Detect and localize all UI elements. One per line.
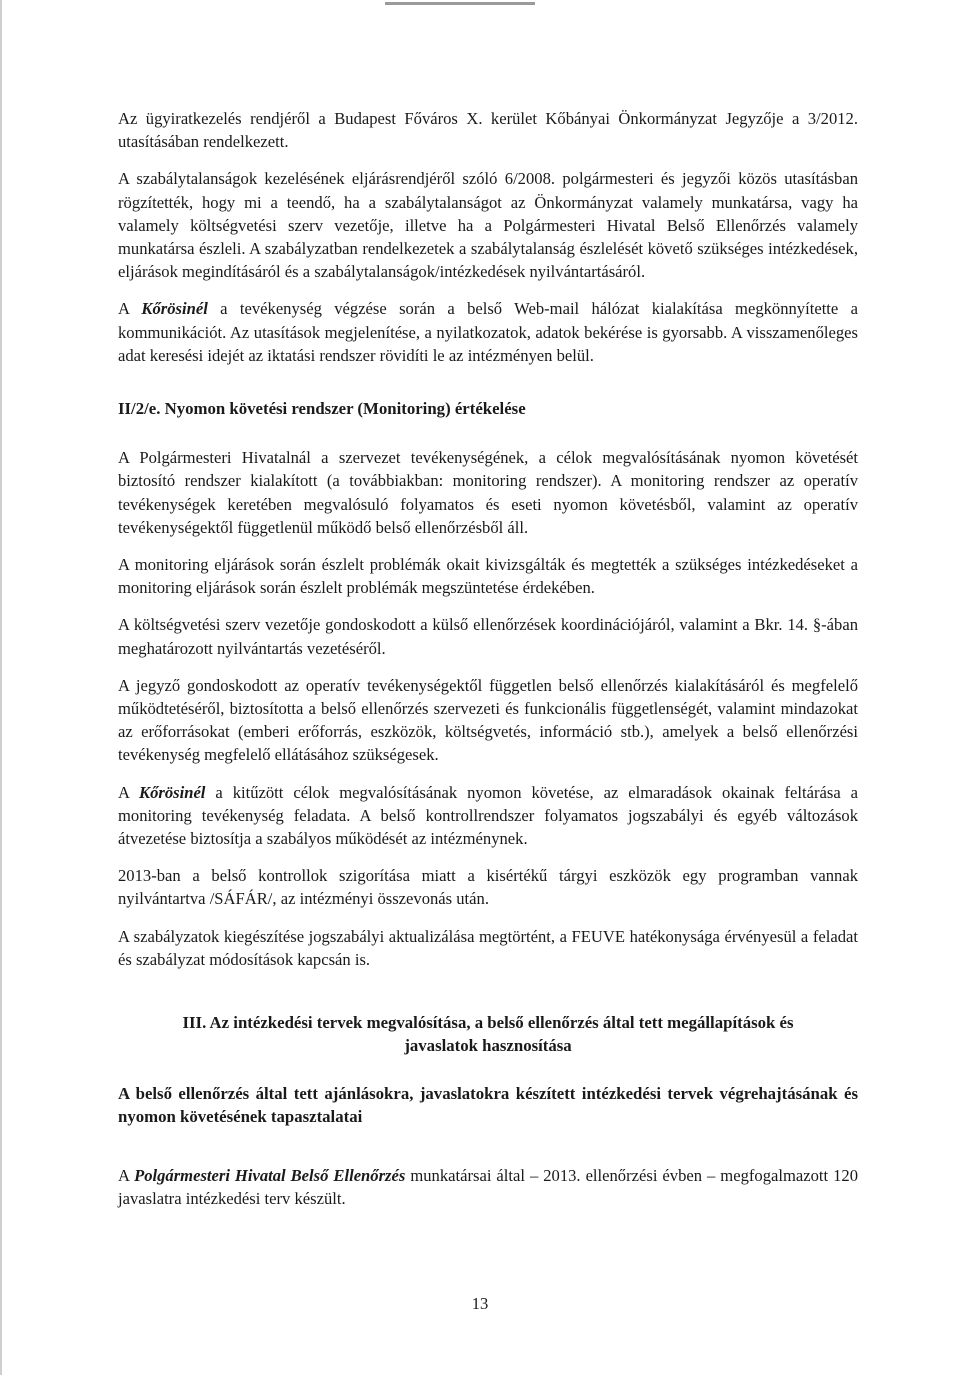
- paragraph-text: A: [118, 782, 130, 802]
- paragraph-korosi-goals: [118, 781, 858, 851]
- document-page: [118, 107, 858, 1224]
- paragraph-regulations-update: A szabályzatok kiegészítése jogszabályi aktualizálása megtörtént, a FEUVE hatékonysága érvényesül a feladat és szabályzat módosítások kapcsán is.: [118, 926, 858, 969]
- paragraph-text: a kitűzött célok megvalósításának nyomon követése, az elmaradások okainak feltárása a monitoring tevékenység feladata. A belső kontrollrendszer folyamatos jogszabályi és egyéb változások átvezetése biztosítja a szabályos működését az intézménynek.: [118, 782, 859, 849]
- section-title-line: javaslatok hasznosítása: [404, 1036, 572, 1056]
- institution-name: Polgármesteri Hivatal Belső Ellenőrzés: [134, 1165, 406, 1185]
- institution-name: Kőrösinél: [139, 782, 206, 802]
- paragraph-text: a tevékenység végzése során a belső Web-mail hálózat kialakítása megkönnyítette a kommunikációt. Az utasítások megjelenítése, a nyilatkozatok, adatok bekérése is gyorsabb. A visszamenőleges adat keresési idejét az iktatási rendszer rövidíti le az intézményen belül.: [118, 299, 858, 365]
- paragraph-external-audits: A költségvetési szerv vezetője gondoskodott a külső ellenőrzések koordinációjáról, valamint a Bkr. 14. §-ában meghatározott nyilvántartás vezetéséről.: [118, 615, 858, 658]
- section-title: Nyomon követési rendszer (Monitoring) értékelése: [164, 399, 526, 419]
- page-left-edge: [0, 0, 2, 1375]
- paragraph-monitoring-procedures: A monitoring eljárások során észlelt problémák okait kivizsgálták és megtették a szükséges intézkedéseket a monitoring eljárások során észlelt problémák megszüntetése érdekében.: [118, 555, 858, 598]
- section-title-iii: [118, 1011, 858, 1057]
- institution-name: Kőrösinél: [141, 299, 208, 319]
- paragraph-korosi-webmail: [118, 297, 858, 367]
- paragraph-document-management: Az ügyiratkezelés rendjéről a Budapest Főváros X. kerület Kőbányai Önkormányzat Jegyzője a 3/2012. utasításában rendelkezett.: [118, 109, 858, 152]
- paragraph-action-plans: [118, 1164, 858, 1210]
- section-title-line: III. Az intézkedési tervek megvalósítása, a belső ellenőrzés által tett megállapítások és: [182, 1013, 794, 1033]
- paragraph-notary-internal-audit: A jegyző gondoskodott az operatív tevékenységektől független belső ellenőrzés kialakításáról és megfelelő működtetéséről, biztosította a belső ellenőrzés szervezeti és funkcionális függetlenségét, valamint mindazokat az erőforrásokat (emberi erőforrás, eszközök, költségvetés, információ stb.), amelyek a belső ellenőrzési tevékenység megfelelő ellátásához szükségesek.: [118, 675, 858, 765]
- page-number: 13: [471, 1294, 489, 1313]
- section-heading-monitoring: [118, 397, 858, 420]
- section-number: II/2/e.: [118, 399, 161, 419]
- paragraph-text: A: [118, 1165, 130, 1185]
- scan-top-rule: [385, 2, 535, 5]
- paragraph-irregularities: A szabálytalanságok kezelésének eljárásrendjéről szóló 6/2008. polgármesteri és jegyzői közös utasításban rögzítették, hogy mi a teendő, ha a szabálytalanságot az Önkormányzat valamely munkatársa, vagy ha valamely költségvetési szerv vezetője, illetve ha a Polgármesteri Hivatal Belső Ellenőrzés valamely munkatársa észleli. A szabályzatban rendelkezetek a szabálytalanság észlelését követő szükséges intézkedések, eljárások megindításáról és a szabálytalanságok/intézkedések nyilvántartásáról.: [118, 169, 858, 282]
- paragraph-2013-controls: 2013-ban a belső kontrollok szigorítása miatt a kisértékű tárgyi eszközök egy programban vannak nyilvántartva /SÁFÁR/, az intézményi összevonás után.: [118, 866, 858, 909]
- paragraph-monitoring-system: A Polgármesteri Hivatalnál a szervezet tevékenységének, a célok megvalósításának nyomon követését biztosító rendszer kialakított (a továbbiakban: monitoring rendszer). A monitoring rendszer az operatív tevékenységek keretében megvalósuló folyamatos és eseti nyomon követésből, valamint az operatív tevékenységektől függetlenül működő belső ellenőrzésből áll.: [118, 448, 858, 537]
- paragraph-text: A: [118, 299, 130, 319]
- paragraph-text: munkatársai által – 2013. ellenőrzési évben – megfogalmazott 120 javaslatra intézkedési terv készült.: [118, 1165, 859, 1209]
- subheading-recommendations: A belső ellenőrzés által tett ajánlásokra, javaslatokra készített intézkedési tervek végrehajtásának és nyomon követésének tapasztalatai: [118, 1083, 858, 1126]
